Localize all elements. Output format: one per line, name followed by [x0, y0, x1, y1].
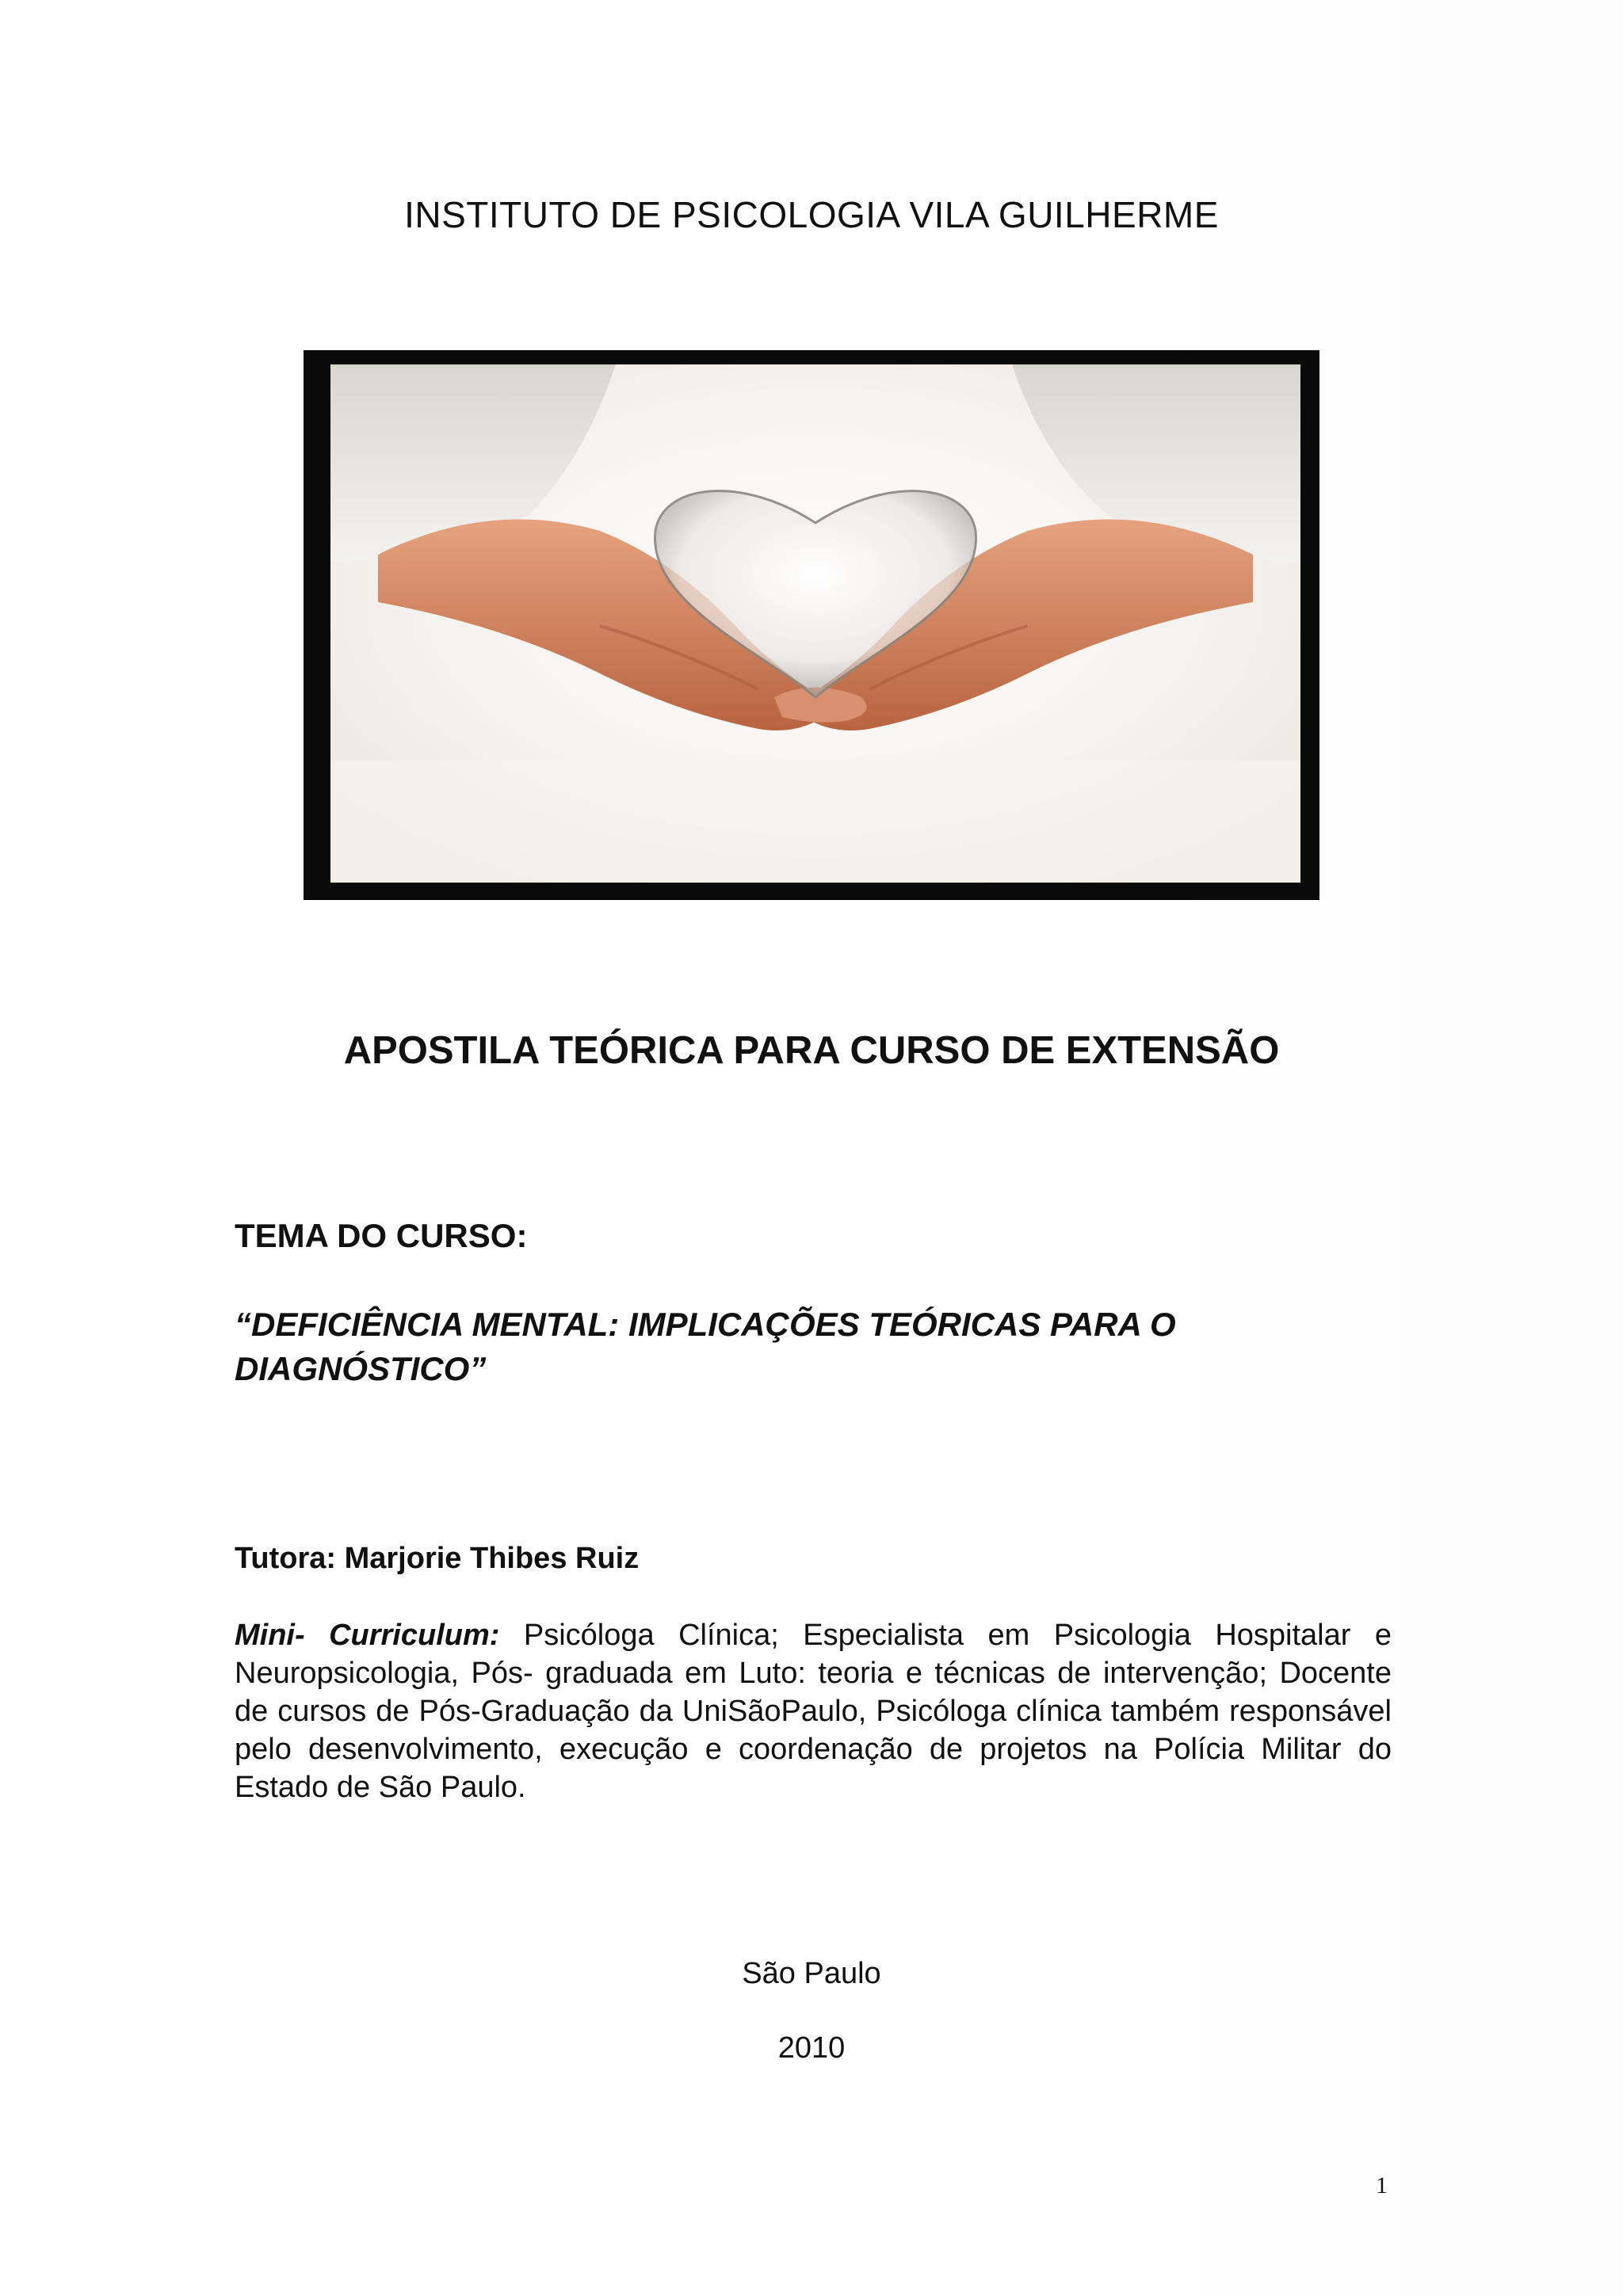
institute-name: INSTITUTO DE PSICOLOGIA VILA GUILHERME — [404, 194, 1219, 235]
tutor-name: Tutora: Marjorie Thibes Ruiz — [235, 1542, 640, 1575]
page-number: 1 — [1376, 2172, 1388, 2199]
course-theme-title: “DEFICIÊNCIA MENTAL: IMPLICAÇÕES TEÓRICAS PARA O DIAGNÓSTICO” — [235, 1306, 1176, 1387]
course-theme-label: TEMA DO CURSO: — [235, 1217, 528, 1254]
curriculum-text: Psicóloga Clínica; Especialista em Psicologia Hospitalar e Neuropsicologia, Pós- graduada em Luto: teoria e técnicas de intervenção; Docente de cursos de Pós-Graduação da UniSãoPaulo, Psicóloga clínica também responsável pelo desenvolvimento, execução e coordenação de projetos na Polícia Militar do Estado de São Paulo. — [235, 1619, 1392, 1804]
document-title: APOSTILA TEÓRICA PARA CURSO DE EXTENSÃO — [343, 1029, 1280, 1072]
curriculum-label: Mini- Curriculum: — [235, 1619, 500, 1652]
cover-image-frame — [304, 350, 1319, 900]
year: 2010 — [777, 2031, 846, 2065]
heart-hands-image — [330, 364, 1300, 883]
mini-curriculum — [235, 1616, 1392, 1806]
city: São Paulo — [742, 1957, 881, 1990]
